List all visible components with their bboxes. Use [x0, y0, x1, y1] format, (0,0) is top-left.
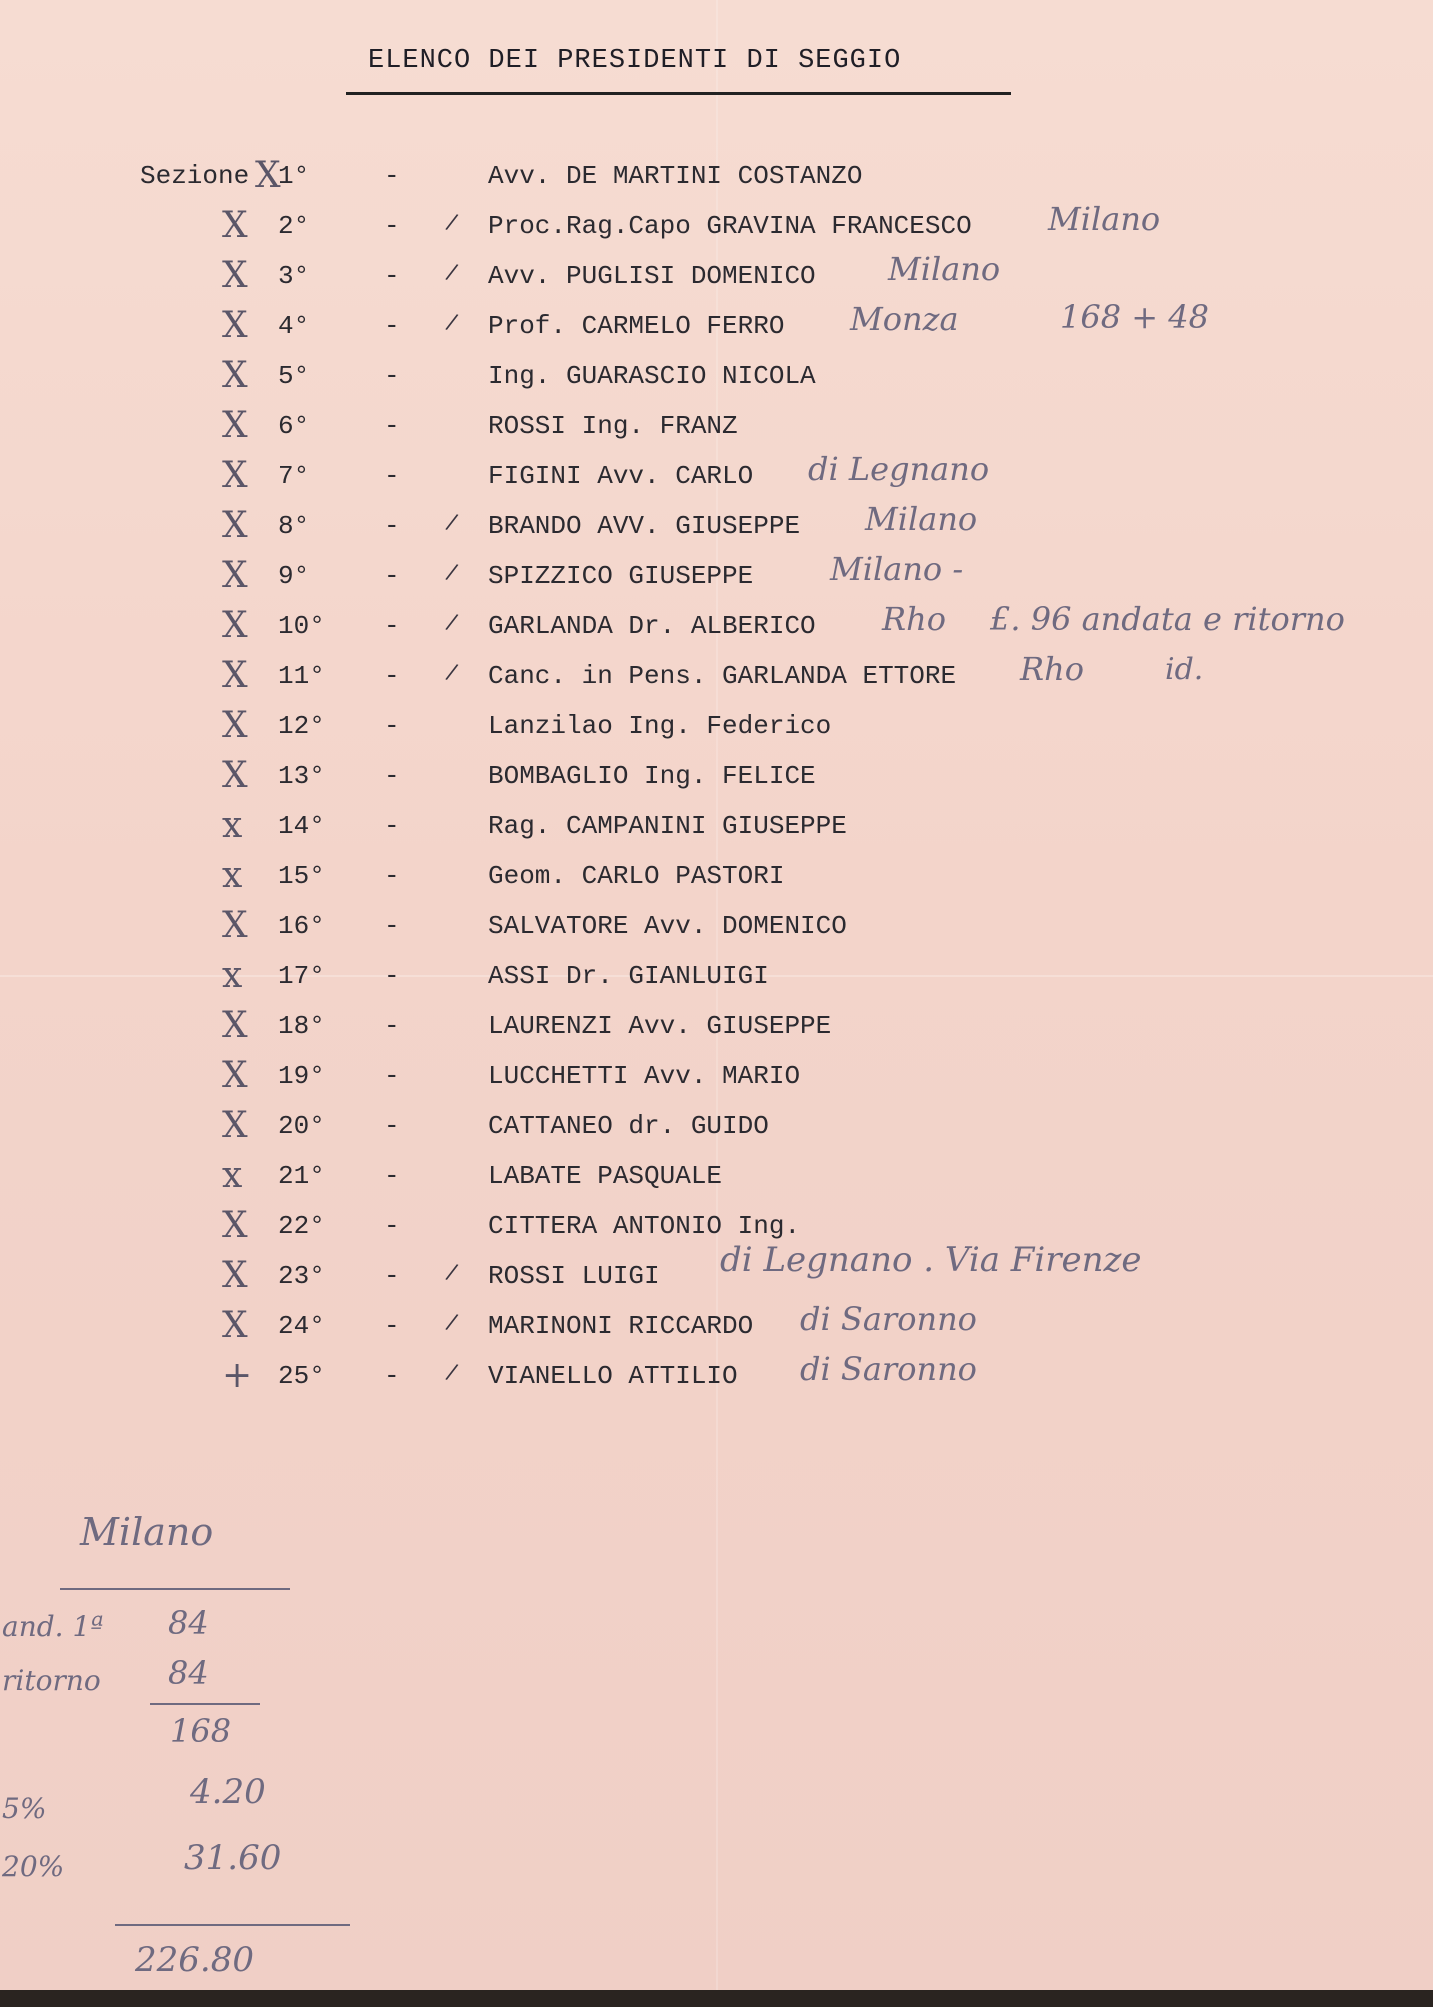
title-underline	[346, 92, 1011, 95]
section-number: 21°	[278, 1161, 325, 1191]
row-dash: -	[384, 311, 400, 341]
check-mark: X	[222, 1305, 248, 1346]
tick-mark: /	[443, 609, 460, 636]
row-dash: -	[384, 461, 400, 491]
president-name: Geom. CARLO PASTORI	[488, 861, 785, 891]
row-dash: -	[384, 1361, 400, 1391]
check-mark: X	[222, 305, 248, 346]
tick-mark: /	[443, 659, 460, 686]
list-row	[0, 155, 1433, 198]
row-dash: -	[384, 161, 400, 191]
check-mark: X	[222, 355, 248, 396]
check-mark: X	[222, 1105, 248, 1146]
check-mark: x	[222, 1155, 243, 1196]
president-name: MARINONI RICCARDO	[488, 1311, 754, 1341]
list-row	[0, 200, 1433, 248]
total-value: 226.80	[135, 1940, 254, 1980]
section-number: 11°	[278, 661, 325, 691]
tick-mark: /	[443, 1309, 460, 1336]
row10-extra-note: £. 96 andata e ritorno	[990, 600, 1345, 638]
pct5-value: 4.20	[190, 1772, 266, 1812]
list-row	[0, 650, 1433, 698]
list-row	[0, 1055, 1433, 1098]
list-row	[0, 250, 1433, 298]
sum-value: 168	[170, 1712, 232, 1750]
president-name: Canc. in Pens. GARLANDA ETTORE	[488, 661, 957, 691]
list-row	[0, 1255, 1433, 1298]
check-mark: X	[222, 1255, 248, 1296]
check-mark: X	[222, 655, 248, 696]
check-mark: X	[222, 455, 248, 496]
row-dash: -	[384, 961, 400, 991]
check-mark: X	[222, 205, 248, 246]
tick-mark: /	[443, 509, 460, 536]
president-name: ROSSI Ing. FRANZ	[488, 411, 738, 441]
president-name: SPIZZICO GIUSEPPE	[488, 561, 754, 591]
section-number: 15°	[278, 861, 325, 891]
list-row	[0, 1350, 1433, 1398]
handwritten-note: Milano	[1048, 200, 1161, 238]
check-mark: X	[222, 755, 248, 796]
row-dash: -	[384, 861, 400, 891]
row-dash: -	[384, 561, 400, 591]
tick-mark: /	[443, 259, 460, 286]
handwritten-note: Monza	[850, 300, 959, 338]
row-dash: -	[384, 1211, 400, 1241]
check-mark: X	[222, 555, 248, 596]
sum-rule	[150, 1703, 260, 1705]
check-mark: X	[255, 155, 281, 196]
handwritten-note: Rho	[882, 600, 946, 638]
section-number: 7°	[278, 461, 310, 491]
list-row	[0, 500, 1433, 548]
scan-bottom-edge	[0, 1990, 1433, 2007]
row-dash: -	[384, 511, 400, 541]
check-mark: X	[222, 505, 248, 546]
row-dash: -	[384, 261, 400, 291]
list-row	[0, 855, 1433, 898]
check-mark: X	[222, 255, 248, 296]
president-name: BRANDO AVV. GIUSEPPE	[488, 511, 801, 541]
row-dash: -	[384, 911, 400, 941]
list-row	[0, 405, 1433, 448]
total-rule	[115, 1924, 350, 1926]
list-row	[0, 705, 1433, 748]
handwritten-note: Rho	[1020, 650, 1084, 688]
list-row	[0, 355, 1433, 398]
row-dash: -	[384, 1311, 400, 1341]
president-name: CATTANEO dr. GUIDO	[488, 1111, 769, 1141]
section-number: 10°	[278, 611, 325, 641]
fold-line-vertical	[716, 0, 718, 2007]
list-row	[0, 1205, 1433, 1248]
section-number: 13°	[278, 761, 325, 791]
check-mark: +	[222, 1355, 253, 1396]
president-name: SALVATORE Avv. DOMENICO	[488, 911, 847, 941]
list-row	[0, 805, 1433, 848]
check-mark: X	[222, 405, 248, 446]
tick-mark: /	[443, 309, 460, 336]
president-name: ROSSI LUIGI	[488, 1261, 660, 1291]
row11-extra-note: id.	[1165, 652, 1204, 687]
section-number: 18°	[278, 1011, 325, 1041]
president-name: LUCCHETTI Avv. MARIO	[488, 1061, 801, 1091]
handwritten-note: di Saronno	[800, 1350, 977, 1388]
handwritten-note: di Saronno	[800, 1300, 977, 1338]
totals-city: Milano	[80, 1510, 214, 1554]
president-name: CITTERA ANTONIO Ing.	[488, 1211, 801, 1241]
president-name: Proc.Rag.Capo GRAVINA FRANCESCO	[488, 211, 972, 241]
president-name: Rag. CAMPANINI GIUSEPPE	[488, 811, 847, 841]
section-number: 1°	[278, 161, 310, 191]
section-label: Sezione	[140, 161, 250, 191]
list-row	[0, 1155, 1433, 1198]
section-number: 9°	[278, 561, 310, 591]
row-dash: -	[384, 1161, 400, 1191]
ritorno-value: 84	[168, 1654, 209, 1692]
president-name: Lanzilao Ing. Federico	[488, 711, 832, 741]
row-dash: -	[384, 1261, 400, 1291]
list-row	[0, 550, 1433, 598]
check-mark: X	[222, 605, 248, 646]
section-number: 24°	[278, 1311, 325, 1341]
row-dash: -	[384, 661, 400, 691]
row4-extra-note: 168 + 48	[1060, 298, 1209, 336]
section-number: 20°	[278, 1111, 325, 1141]
check-mark: X	[222, 905, 248, 946]
president-name: LABATE PASQUALE	[488, 1161, 723, 1191]
list-row	[0, 755, 1433, 798]
check-mark: x	[222, 955, 243, 996]
pct5-label: 5%	[2, 1792, 47, 1825]
president-name: LAURENZI Avv. GIUSEPPE	[488, 1011, 832, 1041]
president-name: GARLANDA Dr. ALBERICO	[488, 611, 816, 641]
row-dash: -	[384, 1111, 400, 1141]
document-title: ELENCO DEI PRESIDENTI DI SEGGIO	[368, 46, 902, 76]
row-dash: -	[384, 761, 400, 791]
row-dash: -	[384, 1061, 400, 1091]
section-number: 12°	[278, 711, 325, 741]
totals-rule-top	[60, 1588, 290, 1590]
section-number: 22°	[278, 1211, 325, 1241]
list-row	[0, 1105, 1433, 1148]
president-name: VIANELLO ATTILIO	[488, 1361, 738, 1391]
row-dash: -	[384, 1011, 400, 1041]
tick-mark: /	[443, 559, 460, 586]
tick-mark: /	[443, 209, 460, 236]
section-number: 2°	[278, 211, 310, 241]
row-dash: -	[384, 811, 400, 841]
president-name: ASSI Dr. GIANLUIGI	[488, 961, 769, 991]
tick-mark: /	[443, 1359, 460, 1386]
president-name: Avv. PUGLISI DOMENICO	[488, 261, 816, 291]
handwritten-note: Milano -	[830, 550, 964, 588]
check-mark: X	[222, 705, 248, 746]
list-row	[0, 1005, 1433, 1048]
ritorno-label: ritorno	[2, 1664, 101, 1697]
check-mark: X	[222, 1055, 248, 1096]
section-number: 19°	[278, 1061, 325, 1091]
pct20-label: 20%	[2, 1850, 65, 1883]
andata-value: 84	[168, 1604, 209, 1642]
row-dash: -	[384, 711, 400, 741]
row-dash: -	[384, 411, 400, 441]
president-name: Prof. CARMELO FERRO	[488, 311, 785, 341]
president-name: Avv. DE MARTINI COSTANZO	[488, 161, 863, 191]
row-dash: -	[384, 361, 400, 391]
handwritten-note: Milano	[865, 500, 978, 538]
section-number: 4°	[278, 311, 310, 341]
handwritten-note: di Legnano	[808, 450, 990, 488]
section-number: 6°	[278, 411, 310, 441]
section-number: 23°	[278, 1261, 325, 1291]
row-dash: -	[384, 611, 400, 641]
tick-mark: /	[443, 1259, 460, 1286]
check-mark: X	[222, 1005, 248, 1046]
andata-label: and. 1ª	[2, 1610, 104, 1643]
list-row	[0, 300, 1433, 348]
president-name: BOMBAGLIO Ing. FELICE	[488, 761, 816, 791]
handwritten-note: Milano	[888, 250, 1001, 288]
row-dash: -	[384, 211, 400, 241]
list-row	[0, 450, 1433, 498]
section-number: 17°	[278, 961, 325, 991]
section-number: 8°	[278, 511, 310, 541]
row23-extra-note: di Legnano . Via Firenze	[720, 1240, 1142, 1280]
section-number: 5°	[278, 361, 310, 391]
section-number: 3°	[278, 261, 310, 291]
list-row	[0, 955, 1433, 998]
president-name: Ing. GUARASCIO NICOLA	[488, 361, 816, 391]
check-mark: x	[222, 805, 243, 846]
president-name: FIGINI Avv. CARLO	[488, 461, 754, 491]
check-mark: x	[222, 855, 243, 896]
pct20-value: 31.60	[184, 1838, 282, 1878]
section-number: 25°	[278, 1361, 325, 1391]
list-row	[0, 905, 1433, 948]
section-number: 16°	[278, 911, 325, 941]
list-row	[0, 1300, 1433, 1348]
section-number: 14°	[278, 811, 325, 841]
check-mark: X	[222, 1205, 248, 1246]
